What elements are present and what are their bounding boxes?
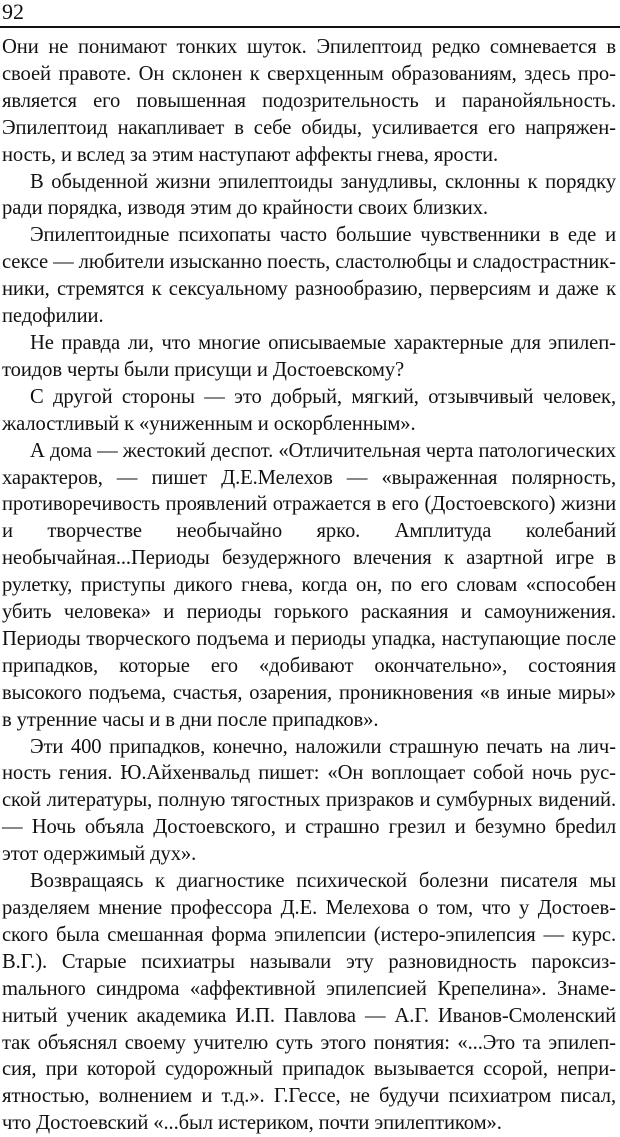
paragraph: Возвращаясь к диагностике психической болезни писателя мы разделяем мнение профессора Д.Е. Мелехова о том, что у Достоевского была смешанная форма эпилепсии (истеро-эпилепсия — курс. В.Г.). Старые психиатры называли эту разновидность пароксизmального синдрома «аффективной эпилепсией Крепелина». Знаменитый ученик академика И.П. Павлова — А.Г. Иванов-Смоленский так объяснял своему учителю суть этого понятия: «...Это та эпилепсия, при которой судорожный припадок вызывается ссорой, неприятностью, волнением и т.д.». Г.Гессе, не будучи психиатром писал, что Достоевский «...был истериком, почти эпилептиком». [2, 870, 616, 1135]
paragraph: А дома — жестокий деспот. «Отличительная черта патологических характеров, — пишет Д.Е.Мелехов — «выраженная полярность, противоречивость проявлений отражается в его (Достоевского) жизни и творчестве необычайно ярко. Амплитуда колебаний необычайная...Периоды безудержного влечения к азартной игре в рулетку, приступы дикого гнева, когда он, по его словам «способен убить человека» и периоды горького раскаяния и самоунижения. Периоды творческого подъема и периоды упадка, наступающие после припадков, которые его «добивают окончательно», состояния высокого подъема, счастья, озарения, проникновения «в иные миры» в утренние часы и в дни после припадков». [2, 439, 616, 731]
paragraph: С другой стороны — это добрый, мягкий, отзывчивый человек, жалостливый к «униженным и оскорбленным». [2, 385, 616, 435]
paragraph: В обыденной жизни эпилептоиды занудливы, склонны к порядку ради порядка, изводя этим до крайности своих близких. [2, 170, 616, 220]
header-rule [0, 26, 620, 28]
paragraph: Они не понимают тонких шуток. Эпилептоид редко сомневается в своей правоте. Он склонен к сверхценным образованиям, здесь проявляется его повышенная подозрительность и паранойяльность. Эпилептоид накапливает в себе обиды, усиливается его напряженность, и вслед за этим наступают аффекты гнева, ярости. [2, 36, 616, 166]
paragraph: Эти 400 припадков, конечно, наложили страшную печать на личность гения. Ю.Айхенвальд пишет: «Он воплощает собой ночь русской литературы, полную тягостных призраков и сумбурных видений. — Ночь объяла Достоевского, и страшно грезил и безумно бреdил этот одержимый дух». [2, 735, 616, 866]
page-number: 92 [2, 0, 24, 24]
paragraph: Не правда ли, что многие описываемые характерные для эпилептоидов черты были присущи и Достоевскому? [2, 331, 616, 381]
paragraph: Эпилептоидные психопаты часто большие чувственники в еде и сексе — любители изысканно поесть, сластолюбцы и сладострастникники, стремятся к сексуальному разнообразию, перверсиям и даже к педофилии. [2, 224, 616, 328]
body-text [2, 34, 616, 1137]
